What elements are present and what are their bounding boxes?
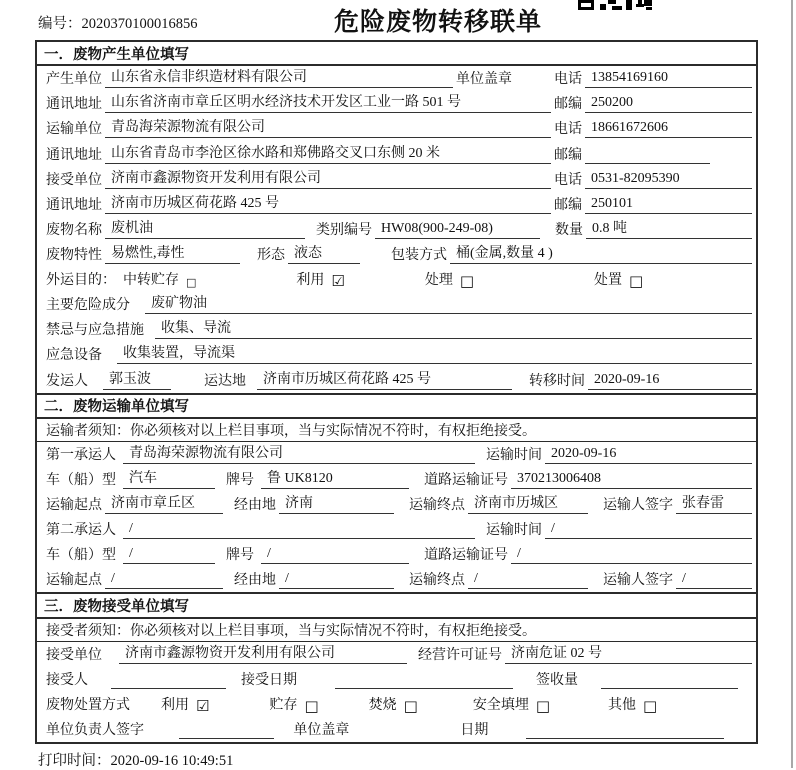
carrier2-origin-value: / [105, 571, 223, 589]
road-permit-label: 道路运输证号 [424, 548, 508, 564]
row-carrier1 [37, 442, 756, 467]
checkbox-checked-icon: ☑ [196, 696, 210, 715]
emergency-equip-label: 应急设备 [46, 348, 102, 364]
terminal-label: 运输终点 [409, 498, 465, 514]
row-head-signature [37, 717, 756, 742]
head-sign-value [179, 722, 274, 739]
disposal-option-landfill [473, 694, 550, 714]
row-transporter-address [37, 141, 756, 166]
receiver-notice-text: 接受者须知：你必须核对以上栏目事项，当与实际情况不符时，有权拒绝接受。 [46, 623, 536, 639]
license-value: 济南危证 02 号 [505, 642, 752, 664]
producer-label: 产生单位 [46, 72, 102, 88]
disposal-label: 废物处置方式 [46, 697, 130, 713]
accept-unit-label: 接受单位 [46, 647, 102, 663]
carrier1-origin-value: 济南市章丘区 [105, 492, 223, 514]
traits-value: 易燃性,毒性 [105, 242, 240, 264]
purpose-option-utilize [296, 269, 344, 289]
carrier1-date-value: 2020-09-16 [545, 446, 752, 464]
carrier2-plate-value: / [261, 546, 409, 564]
packing-value: 桶(金属,数量 4 ) [450, 242, 752, 264]
manifest-form [35, 40, 758, 744]
origin-label: 运输起点 [46, 573, 102, 589]
carrier1-name-value: 青岛海荣源物流有限公司 [123, 442, 475, 464]
receiver-address-value: 济南市历城区荷花路 425 号 [105, 192, 551, 214]
purpose-option-dispose [594, 269, 643, 289]
waste-name-label: 废物名称 [46, 222, 102, 238]
disposal-option-store [269, 694, 318, 714]
transporter-label: 运输单位 [46, 122, 102, 138]
emergency-equip-value: 收集装置，导流渠 [117, 342, 752, 364]
acceptor-label: 接受人 [46, 672, 88, 688]
dest-value: 济南市历城区荷花路 425 号 [257, 368, 512, 390]
checkbox-unchecked-icon: □ [304, 696, 319, 715]
carrier1-via-value: 济南 [279, 492, 394, 514]
row-carrier1-route [37, 492, 756, 517]
carrier1-signature-value: 张春雷 [676, 492, 752, 514]
producer-zip-value: 250200 [585, 95, 752, 113]
row-waste-name [37, 217, 756, 242]
row-carrier2 [37, 517, 756, 542]
doc-number-label: 编号： [38, 16, 82, 32]
row-receiver-address [37, 192, 756, 217]
carrier2-vehicle-value: / [123, 546, 215, 564]
producer-address-value: 山东省济南市章丘区明水经济技术开发区工业一路 501 号 [105, 91, 551, 113]
address-label: 通讯地址 [46, 197, 102, 213]
qty-label: 数量 [555, 222, 583, 238]
license-label: 经营许可证号 [418, 647, 502, 663]
row-transporter [37, 116, 756, 141]
sender-label: 发运人 [46, 373, 88, 389]
row-main-hazard [37, 292, 756, 317]
transport-date-label: 运输时间 [486, 523, 542, 539]
purpose-label: 外运目的： [46, 273, 116, 289]
section1-header: 一．废物产生单位填写 [37, 42, 756, 66]
option-label: 利用 [296, 273, 325, 289]
carrier2-via-value: / [279, 571, 394, 589]
row-producer-right [551, 68, 752, 88]
option-label: 处置 [594, 273, 623, 289]
option-label: 其他 [608, 697, 637, 713]
packing-label: 包装方式 [391, 247, 447, 263]
option-label: 利用 [161, 697, 189, 713]
page-title: 危险废物转移联单 [333, 9, 542, 36]
accept-date-label: 接受日期 [241, 672, 297, 688]
carrier2-name-value: / [123, 521, 475, 539]
transporter-notice [37, 419, 756, 442]
disposal-option-utilize [161, 694, 209, 714]
carrier2-road-permit-value: / [511, 546, 752, 564]
receiver-label: 接受单位 [46, 172, 102, 188]
section2-header: 二．废物运输单位填写 [37, 393, 756, 419]
traits-label: 废物特性 [46, 247, 102, 263]
form-label: 形态 [257, 247, 285, 263]
transport-date-label: 运输时间 [486, 447, 542, 463]
via-label: 经由地 [234, 573, 276, 589]
transporter-notice-text: 运输者须知：你必须核对以上栏目事项，当与实际情况不符时，有权拒绝接受。 [46, 423, 536, 439]
transfer-date-value: 2020-09-16 [588, 372, 752, 390]
unit-seal-label: 单位盖章 [293, 723, 350, 739]
plate-label: 牌号 [226, 472, 254, 488]
page-edge-line [791, 0, 793, 768]
zip-label: 邮编 [554, 147, 582, 163]
disposal-option-incinerate [369, 694, 418, 714]
row-producer [37, 66, 756, 91]
accept-unit-value: 济南市鑫源物资开发利用有限公司 [119, 642, 407, 664]
row-carrier2-route [37, 567, 756, 592]
sender-value: 郭玉波 [103, 368, 171, 390]
disposal-option-other [608, 694, 657, 714]
purpose-option-treat [425, 269, 474, 289]
option-label: 处理 [424, 273, 453, 289]
print-time-value: 2020-09-16 10:49:51 [110, 753, 234, 769]
terminal-label: 运输终点 [409, 573, 465, 589]
transfer-date-label: 转移时间 [529, 373, 585, 389]
receiver-value: 济南市鑫源物资开发利用有限公司 [105, 167, 551, 189]
carrier2-signature-value: / [676, 571, 752, 589]
via-label: 经由地 [234, 498, 276, 514]
carrier1-label: 第一承运人 [46, 447, 116, 463]
origin-label: 运输起点 [46, 498, 102, 514]
row-producer-address [37, 91, 756, 116]
receiver-zip-value: 250101 [585, 196, 752, 214]
option-label: 中转贮存 [123, 273, 179, 289]
category-value: HW08(900-249-08) [375, 221, 540, 239]
main-hazard-value: 废矿物油 [145, 292, 752, 314]
row-sender [37, 367, 756, 392]
address-label: 通讯地址 [46, 97, 102, 113]
transporter-value: 青岛海荣源物流有限公司 [105, 116, 551, 138]
date-value [526, 722, 724, 739]
road-permit-label: 道路运输证号 [424, 472, 508, 488]
signature-label: 运输人签字 [603, 573, 673, 589]
phone-label: 电话 [554, 72, 582, 88]
doc-number-value: 2020370100016856 [81, 16, 198, 32]
receiver-phone-value: 0531-82095390 [585, 171, 752, 189]
plate-label: 牌号 [226, 548, 254, 564]
phone-label: 电话 [554, 172, 582, 188]
accept-date-value [335, 672, 513, 689]
date-label: 日期 [460, 723, 489, 739]
document-header [0, 0, 796, 38]
dest-label: 运达地 [204, 373, 246, 389]
producer-value: 山东省永信非织造材料有限公司 [105, 66, 453, 88]
phone-label: 电话 [554, 122, 582, 138]
carrier2-terminal-value: / [468, 571, 588, 589]
main-hazard-label: 主要危险成分 [46, 298, 130, 314]
address-label: 通讯地址 [46, 147, 102, 163]
option-label: 贮存 [269, 697, 298, 713]
received-qty-value [601, 672, 738, 689]
print-time [38, 749, 233, 770]
unit-seal-label: 单位盖章 [456, 72, 512, 88]
acceptor-value [111, 672, 226, 689]
row-waste-traits [37, 242, 756, 267]
taboo-value: 收集、导流 [155, 317, 752, 339]
zip-label: 邮编 [554, 97, 582, 113]
checkbox-checked-icon: ☑ [331, 272, 345, 291]
row-disposal [37, 692, 756, 717]
row-acceptor [37, 667, 756, 692]
row-carrier1-vehicle [37, 467, 756, 492]
checkbox-unchecked-icon: □ [643, 696, 658, 715]
qty-value: 0.8 吨 [586, 217, 752, 239]
carrier1-terminal-value: 济南市历城区 [468, 492, 588, 514]
checkbox-unchecked-icon: □ [403, 696, 418, 715]
checkbox-unchecked-icon: □ [186, 276, 197, 290]
row-purpose [37, 267, 756, 292]
row-carrier2-vehicle [37, 542, 756, 567]
vehicle-label: 车（船）型 [46, 472, 116, 488]
form-value: 液态 [288, 242, 360, 264]
purpose-option-transfer-storage [123, 269, 196, 289]
row-emergency-equip [37, 342, 756, 367]
option-label: 安全填埋 [472, 697, 529, 713]
row-producer-left [43, 66, 551, 88]
waste-name-value: 废机油 [105, 217, 305, 239]
receiver-notice [37, 619, 756, 642]
carrier2-label: 第二承运人 [46, 523, 116, 539]
row-receiver [37, 167, 756, 192]
carrier2-date-value: / [545, 521, 752, 539]
row-accept-unit [37, 642, 756, 667]
carrier1-road-permit-value: 370213006408 [511, 471, 752, 489]
carrier1-vehicle-value: 汽车 [123, 467, 215, 489]
qr-code-icon [578, 0, 658, 11]
transporter-address-value: 山东省青岛市李沧区徐水路和郑佛路交叉口东侧 20 米 [105, 142, 551, 164]
option-label: 焚烧 [368, 697, 397, 713]
zip-label: 邮编 [554, 197, 582, 213]
transporter-phone-value: 18661672606 [585, 120, 752, 138]
vehicle-label: 车（船）型 [46, 548, 116, 564]
carrier1-plate-value: 鲁 UK8120 [261, 467, 409, 489]
producer-phone-value: 13854169160 [585, 70, 752, 88]
received-qty-label: 签收量 [536, 672, 578, 688]
print-time-label: 打印时间： [38, 753, 111, 769]
row-taboo [37, 317, 756, 342]
taboo-label: 禁忌与应急措施 [46, 323, 144, 339]
head-sign-label: 单位负责人签字 [46, 723, 144, 739]
checkbox-unchecked-icon: □ [629, 272, 644, 291]
checkbox-unchecked-icon: □ [459, 272, 475, 291]
category-label: 类别编号 [316, 222, 372, 238]
section3-header: 三．废物接受单位填写 [37, 592, 756, 618]
checkbox-unchecked-icon: □ [535, 696, 551, 715]
signature-label: 运输人签字 [603, 498, 673, 514]
transporter-zip-value [585, 147, 710, 164]
